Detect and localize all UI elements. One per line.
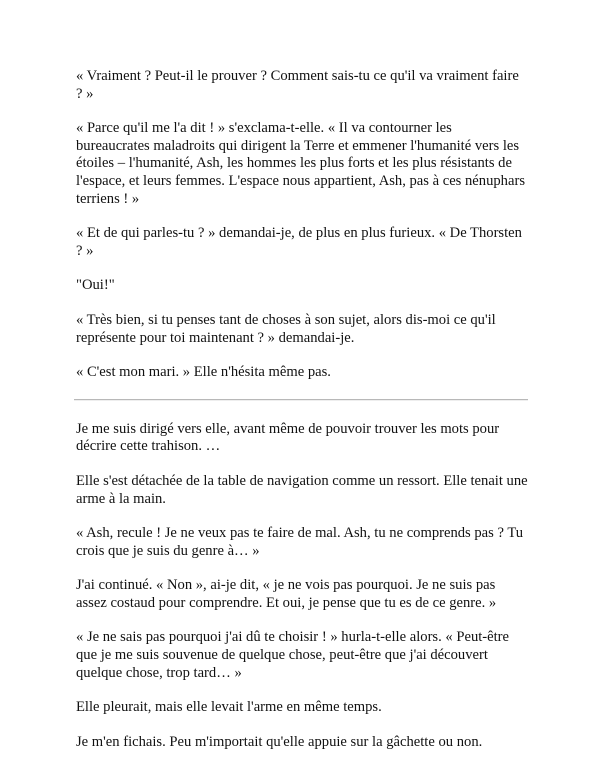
paragraph: Je m'en fichais. Peu m'importait qu'elle appuie sur la gâchette ou non. (76, 733, 483, 750)
section-divider (74, 399, 528, 401)
paragraph: « C'est mon mari. » Elle n'hésita même pas. (76, 364, 331, 381)
paragraph: « Et de qui parles-tu ? » demandai-je, de plus en plus furieux. « De Thorsten ? » (76, 225, 522, 259)
section-dialogue (76, 68, 528, 382)
paragraph: « Ash, recule ! Je ne veux pas te faire de mal. Ash, tu ne comprends pas ? Tu crois que je suis du genre à… » (76, 525, 524, 559)
paragraph: Je me suis dirigé vers elle, avant même de pouvoir trouver les mots pour décrire cette trahison. … (76, 420, 500, 455)
paragraph: « Très bien, si tu penses tant de choses à son sujet, alors dis-moi ce qu'il représente pour toi maintenant ? » demandai-je. (76, 311, 496, 346)
section-confrontation (76, 421, 528, 752)
paragraph: « Je ne sais pas pourquoi j'ai dû te choisir ! » hurla-t-elle alors. « Peut-être que je me suis souvenue de quelque chose, peut-être que j'ai découvert quelque chose, trop tard… » (76, 629, 510, 681)
paragraph: « Parce qu'il me l'a dit ! » s'exclama-t-elle. « Il va contourner les bureaucrates maladroits qui dirigent la Terre et emmener l'humanité vers les étoiles – l'humanité, Ash, les hommes les plus forts et les plus résistants de l'espace, et leurs femmes. L'espace nous appartient, Ash, pas à ces nénuphars terriens ! » (76, 120, 525, 207)
paragraph: « Vraiment ? Peut-il le prouver ? Comment sais-tu ce qu'il va vraiment faire ? » (76, 68, 519, 102)
paragraph: Elle pleurait, mais elle levait l'arme en même temps. (76, 699, 382, 716)
document-page (76, 68, 528, 768)
paragraph: J'ai continué. « Non », ai-je dit, « je ne vois pas pourquoi. Je ne suis pas assez costaud pour comprendre. Et oui, je pense que tu es de ce genre. » (76, 577, 497, 611)
paragraph: Elle s'est détachée de la table de navigation comme un ressort. Elle tenait une arme à la main. (76, 472, 528, 507)
paragraph: "Oui!" (76, 277, 115, 294)
